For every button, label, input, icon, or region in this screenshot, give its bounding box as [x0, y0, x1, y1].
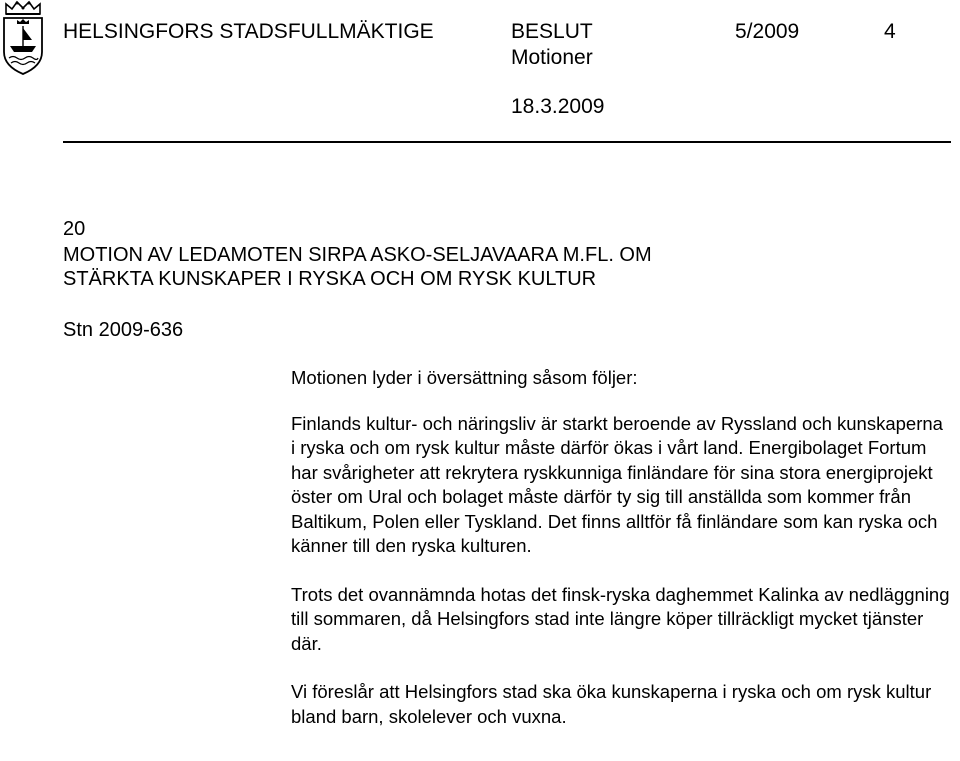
header-section: Motioner — [511, 46, 593, 69]
motion-number: 20 — [63, 218, 86, 240]
motion-paragraph-3: Vi föreslår att Helsingfors stad ska öka kunskaperna i ryska och om rysk kultur bland barn, skolelever och vuxna. — [291, 681, 932, 727]
header-date: 18.3.2009 — [511, 95, 605, 118]
header-number: 5/2009 — [735, 20, 800, 43]
motion-reference: Stn 2009-636 — [63, 319, 184, 341]
header-org: HELSINGFORS STADSFULLMÄKTIGE — [63, 20, 434, 43]
motion-intro: Motionen lyder i översättning såsom följer: — [291, 367, 638, 388]
header-divider — [63, 141, 951, 143]
motion-paragraph-2: Trots det ovannämnda hotas det finsk-ryska daghemmet Kalinka av nedläggning till sommaren, då Helsingfors stad inte längre köper tillräckligt mycket tjänster där. — [291, 583, 950, 654]
motion-title-line2: STÄRKTA KUNSKAPER I RYSKA OCH OM RYSK KULTUR — [63, 268, 597, 290]
helsinki-coat-of-arms-icon — [0, 0, 46, 76]
motion-body — [291, 366, 951, 729]
motion-paragraph-1: Finlands kultur- och näringsliv är starkt beroende av Ryssland och kunskaperna i ryska och om rysk kultur måste därför ökas i vårt land. Energibolaget Fortum har svårigheter att rekrytera ryskkunniga finländare för sina stora energiprojekt öster om Ural och bolaget måste därför ty sig till anställda som kommer från Baltikum, Polen eller Tyskland. Det finns alltför få finländare som kan ryska och känner till den ryska kulturen. — [291, 412, 943, 556]
header-page: 4 — [884, 20, 896, 43]
header-doc-type: BESLUT — [511, 20, 593, 43]
motion-title-line1: MOTION AV LEDAMOTEN SIRPA ASKO-SELJAVAARA M.FL. OM — [63, 244, 652, 266]
